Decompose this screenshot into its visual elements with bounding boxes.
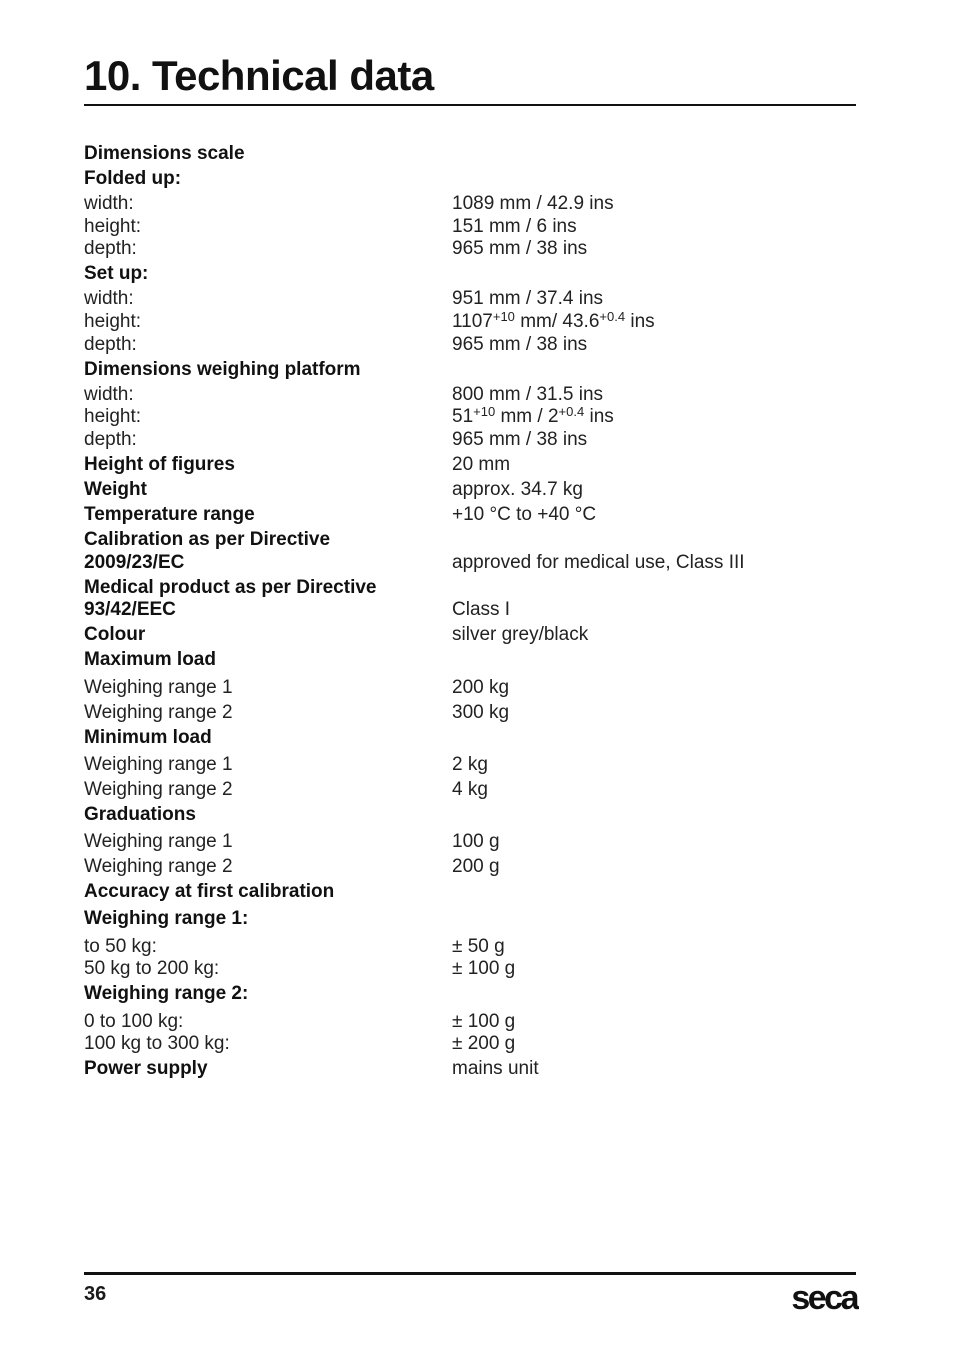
spec-label-calibration: Calibration as per Directive bbox=[84, 529, 331, 550]
spec-label: Weight bbox=[84, 479, 147, 500]
spec-value: mains unit bbox=[452, 1058, 539, 1079]
spec-label: 100 kg to 300 kg: bbox=[84, 1033, 230, 1054]
subsection-weighing-range-1: Weighing range 1: bbox=[84, 908, 249, 929]
section-minimum-load: Minimum load bbox=[84, 727, 212, 748]
spec-label: 2009/23/EC bbox=[84, 552, 185, 573]
spec-label: height: bbox=[84, 311, 142, 332]
spec-label: Height of figures bbox=[84, 454, 235, 475]
spec-label: Weighing range 1 bbox=[84, 677, 233, 698]
section-graduations: Graduations bbox=[84, 804, 196, 825]
spec-label: Weighing range 1 bbox=[84, 754, 233, 775]
spec-label-medical-product: Medical product as per Directive bbox=[84, 577, 377, 598]
spec-value: 965 mm / 38 ins bbox=[452, 429, 588, 450]
spec-label: Colour bbox=[84, 624, 146, 645]
spec-value: 1089 mm / 42.9 ins bbox=[452, 193, 614, 214]
spec-value: 20 mm bbox=[452, 454, 511, 475]
spec-label: depth: bbox=[84, 238, 137, 259]
spec-value: ± 200 g bbox=[452, 1033, 516, 1054]
spec-value: approved for medical use, Class III bbox=[452, 552, 745, 573]
spec-value: 300 kg bbox=[452, 702, 510, 723]
spec-label: Weighing range 2 bbox=[84, 856, 233, 877]
section-dimensions-scale: Dimensions scale bbox=[84, 143, 245, 164]
spec-label: depth: bbox=[84, 429, 137, 450]
title-divider bbox=[84, 104, 856, 106]
footer-divider bbox=[84, 1272, 856, 1275]
seca-logo bbox=[779, 1276, 859, 1316]
spec-value: 965 mm / 38 ins bbox=[452, 238, 588, 259]
spec-label: to 50 kg: bbox=[84, 936, 157, 957]
spec-value: 100 g bbox=[452, 831, 500, 852]
spec-label: 50 kg to 200 kg: bbox=[84, 958, 220, 979]
spec-value: 951 mm / 37.4 ins bbox=[452, 288, 604, 309]
spec-label: height: bbox=[84, 406, 142, 427]
spec-value: ± 100 g bbox=[452, 958, 516, 979]
spec-value: $1107^{+10}$ mm/ $43.6^{+0.4}$ ins bbox=[452, 309, 655, 332]
spec-value: +10 °C to +40 °C bbox=[452, 504, 597, 525]
spec-label: height: bbox=[84, 216, 142, 237]
spec-value: 151 mm / 6 ins bbox=[452, 216, 577, 237]
spec-value: ± 100 g bbox=[452, 1011, 516, 1032]
section-dimensions-platform: Dimensions weighing platform bbox=[84, 359, 361, 380]
page-title: 10. Technical data bbox=[84, 52, 434, 99]
subsection-set-up: Set up: bbox=[84, 263, 149, 284]
spec-value: 4 kg bbox=[452, 779, 488, 800]
subsection-folded-up: Folded up: bbox=[84, 168, 182, 189]
spec-label: depth: bbox=[84, 334, 137, 355]
spec-label: Power supply bbox=[84, 1058, 208, 1079]
spec-value: 2 kg bbox=[452, 754, 488, 775]
page-number: 36 bbox=[84, 1283, 107, 1305]
spec-value: Class I bbox=[452, 599, 511, 620]
spec-value: silver grey/black bbox=[452, 624, 589, 645]
subsection-weighing-range-2: Weighing range 2: bbox=[84, 983, 249, 1004]
spec-value: ± 50 g bbox=[452, 936, 505, 957]
section-accuracy: Accuracy at first calibration bbox=[84, 881, 335, 902]
spec-label: width: bbox=[84, 193, 134, 214]
spec-value: 200 kg bbox=[452, 677, 510, 698]
spec-label: Weighing range 2 bbox=[84, 779, 233, 800]
spec-label: 0 to 100 kg: bbox=[84, 1011, 184, 1032]
spec-label: Weighing range 1 bbox=[84, 831, 233, 852]
spec-label: 93/42/EEC bbox=[84, 599, 176, 620]
spec-label: Temperature range bbox=[84, 504, 255, 525]
spec-value: 800 mm / 31.5 ins bbox=[452, 384, 604, 405]
section-maximum-load: Maximum load bbox=[84, 649, 216, 670]
spec-value: $51^{+10}$ mm / $2^{+0.4}$ ins bbox=[452, 404, 614, 427]
seca-logo-text: seca bbox=[791, 1279, 857, 1316]
spec-label: width: bbox=[84, 384, 134, 405]
spec-value: 200 g bbox=[452, 856, 500, 877]
spec-label: width: bbox=[84, 288, 134, 309]
spec-value: 965 mm / 38 ins bbox=[452, 334, 588, 355]
spec-value: approx. 34.7 kg bbox=[452, 479, 583, 500]
spec-label: Weighing range 2 bbox=[84, 702, 233, 723]
